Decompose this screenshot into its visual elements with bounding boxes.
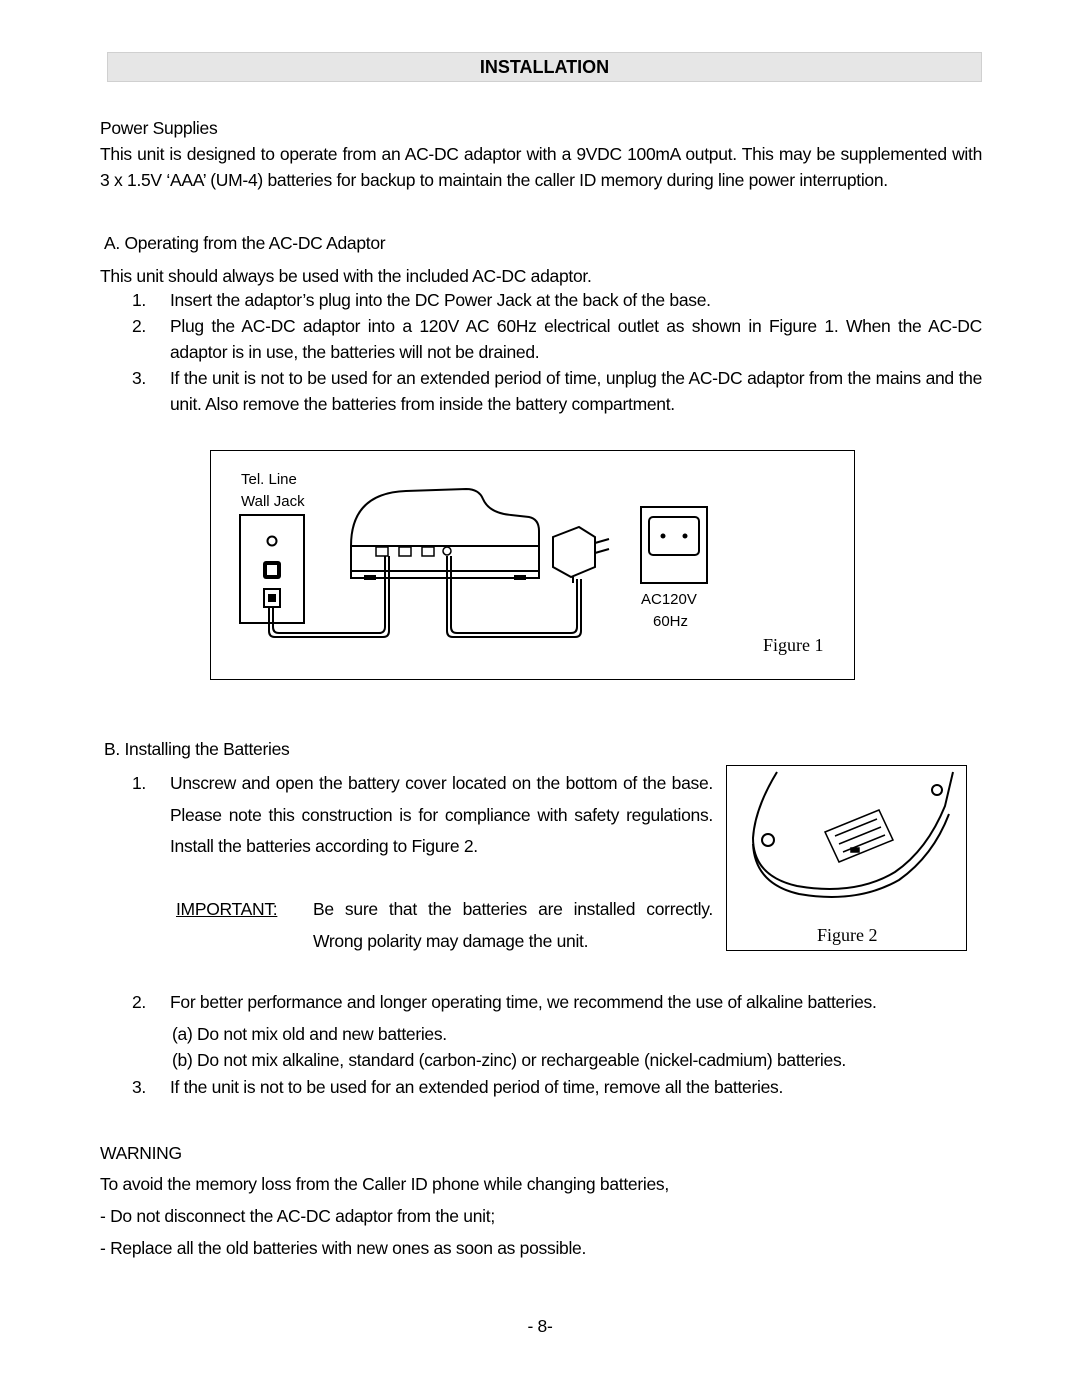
phone-base-icon [351, 489, 539, 580]
list-item-number: 1. [132, 290, 146, 310]
list-item-text: If the unit is not to be used for an extended period of time, remove all the batteries. [170, 1077, 784, 1097]
list-item-text: Unscrew and open the battery cover located on the bottom of the base. Please note this construction is for compliance with safety regulations. Install the batteries according to Figure 2. [170, 773, 713, 856]
power-supplies-title: Power Supplies [100, 118, 218, 138]
list-item [132, 287, 982, 313]
section-a-title: A. Operating from the AC-DC Adaptor [104, 233, 386, 253]
list-item-number: 2. [132, 992, 146, 1012]
figure-2-caption: Figure 2 [817, 925, 878, 945]
outlet-label-line2: 60Hz [653, 613, 689, 630]
warning-line-1: - Do not disconnect the AC-DC adaptor from the unit; [100, 1206, 495, 1226]
list-item-number: 3. [132, 1077, 146, 1097]
figure-1-illustration [211, 451, 853, 678]
cords [269, 556, 581, 637]
list-item-text: If the unit is not to be used for an extended period of time, unplug the AC-DC adaptor from the mains and the unit. Also remove the batteries from inside the battery compartment. [170, 368, 982, 414]
list-item [132, 313, 982, 365]
list-item [132, 989, 982, 1015]
section-b-title: B. Installing the Batteries [104, 739, 290, 759]
power-supplies-body: This unit is designed to operate from an AC-DC adaptor with a 9VDC 100mA output. This may be supplemented with 3 x 1.5V ‘AAA’ (UM-4) batteries for backup to maintain the caller ID memory during line power interruption. [100, 144, 982, 190]
sub-item-b: (b) Do not mix alkaline, standard (carbon-zinc) or rechargeable (nickel-cadmium) batteries. [172, 1050, 846, 1070]
figure-1-caption: Figure 1 [763, 635, 824, 655]
warning-title: WARNING [100, 1143, 182, 1163]
wall-outlet-icon [641, 507, 707, 583]
list-item-number: 3. [132, 368, 146, 388]
ac-adaptor-icon [553, 527, 609, 583]
figure-2-illustration [727, 766, 965, 949]
page-title: INSTALLATION [479, 57, 610, 77]
sub-item-a: (a) Do not mix old and new batteries. [172, 1024, 447, 1044]
list-item-number: 2. [132, 316, 146, 336]
important-text: Be sure that the batteries are installed correctly. Wrong polarity may damage the unit. [313, 899, 713, 951]
list-item-number: 1. [132, 773, 146, 793]
section-a-intro: This unit should always be used with the included AC-DC adaptor. [100, 266, 592, 286]
list-item [132, 1074, 982, 1100]
figure-2 [726, 765, 967, 951]
warning-line-2: - Replace all the old batteries with new ones as soon as possible. [100, 1238, 587, 1258]
wall-jack-icon [240, 515, 304, 623]
outlet-label-line1: AC120V [641, 591, 697, 608]
wall-jack-label-line1: Tel. Line [241, 471, 297, 488]
page-number: - 8- [527, 1316, 553, 1336]
list-item-text: Plug the AC-DC adaptor into a 120V AC 60Hz electrical outlet as shown in Figure 1. When the AC-DC adaptor is in use, the batteries will not be drained. [170, 316, 982, 362]
list-item [132, 365, 982, 417]
list-item-text: Insert the adaptor’s plug into the DC Power Jack at the back of the base. [170, 290, 711, 310]
important-label: IMPORTANT: [176, 899, 278, 919]
list-item [132, 768, 713, 863]
battery-compartment-icon [825, 810, 893, 862]
warning-intro: To avoid the memory loss from the Caller ID phone while changing batteries, [100, 1174, 669, 1194]
wall-jack-label-line2: Wall Jack [241, 493, 305, 510]
list-item-text: For better performance and longer operating time, we recommend the use of alkaline batteries. [170, 992, 877, 1012]
phone-bottom-icon [753, 772, 953, 897]
figure-1 [210, 450, 855, 680]
